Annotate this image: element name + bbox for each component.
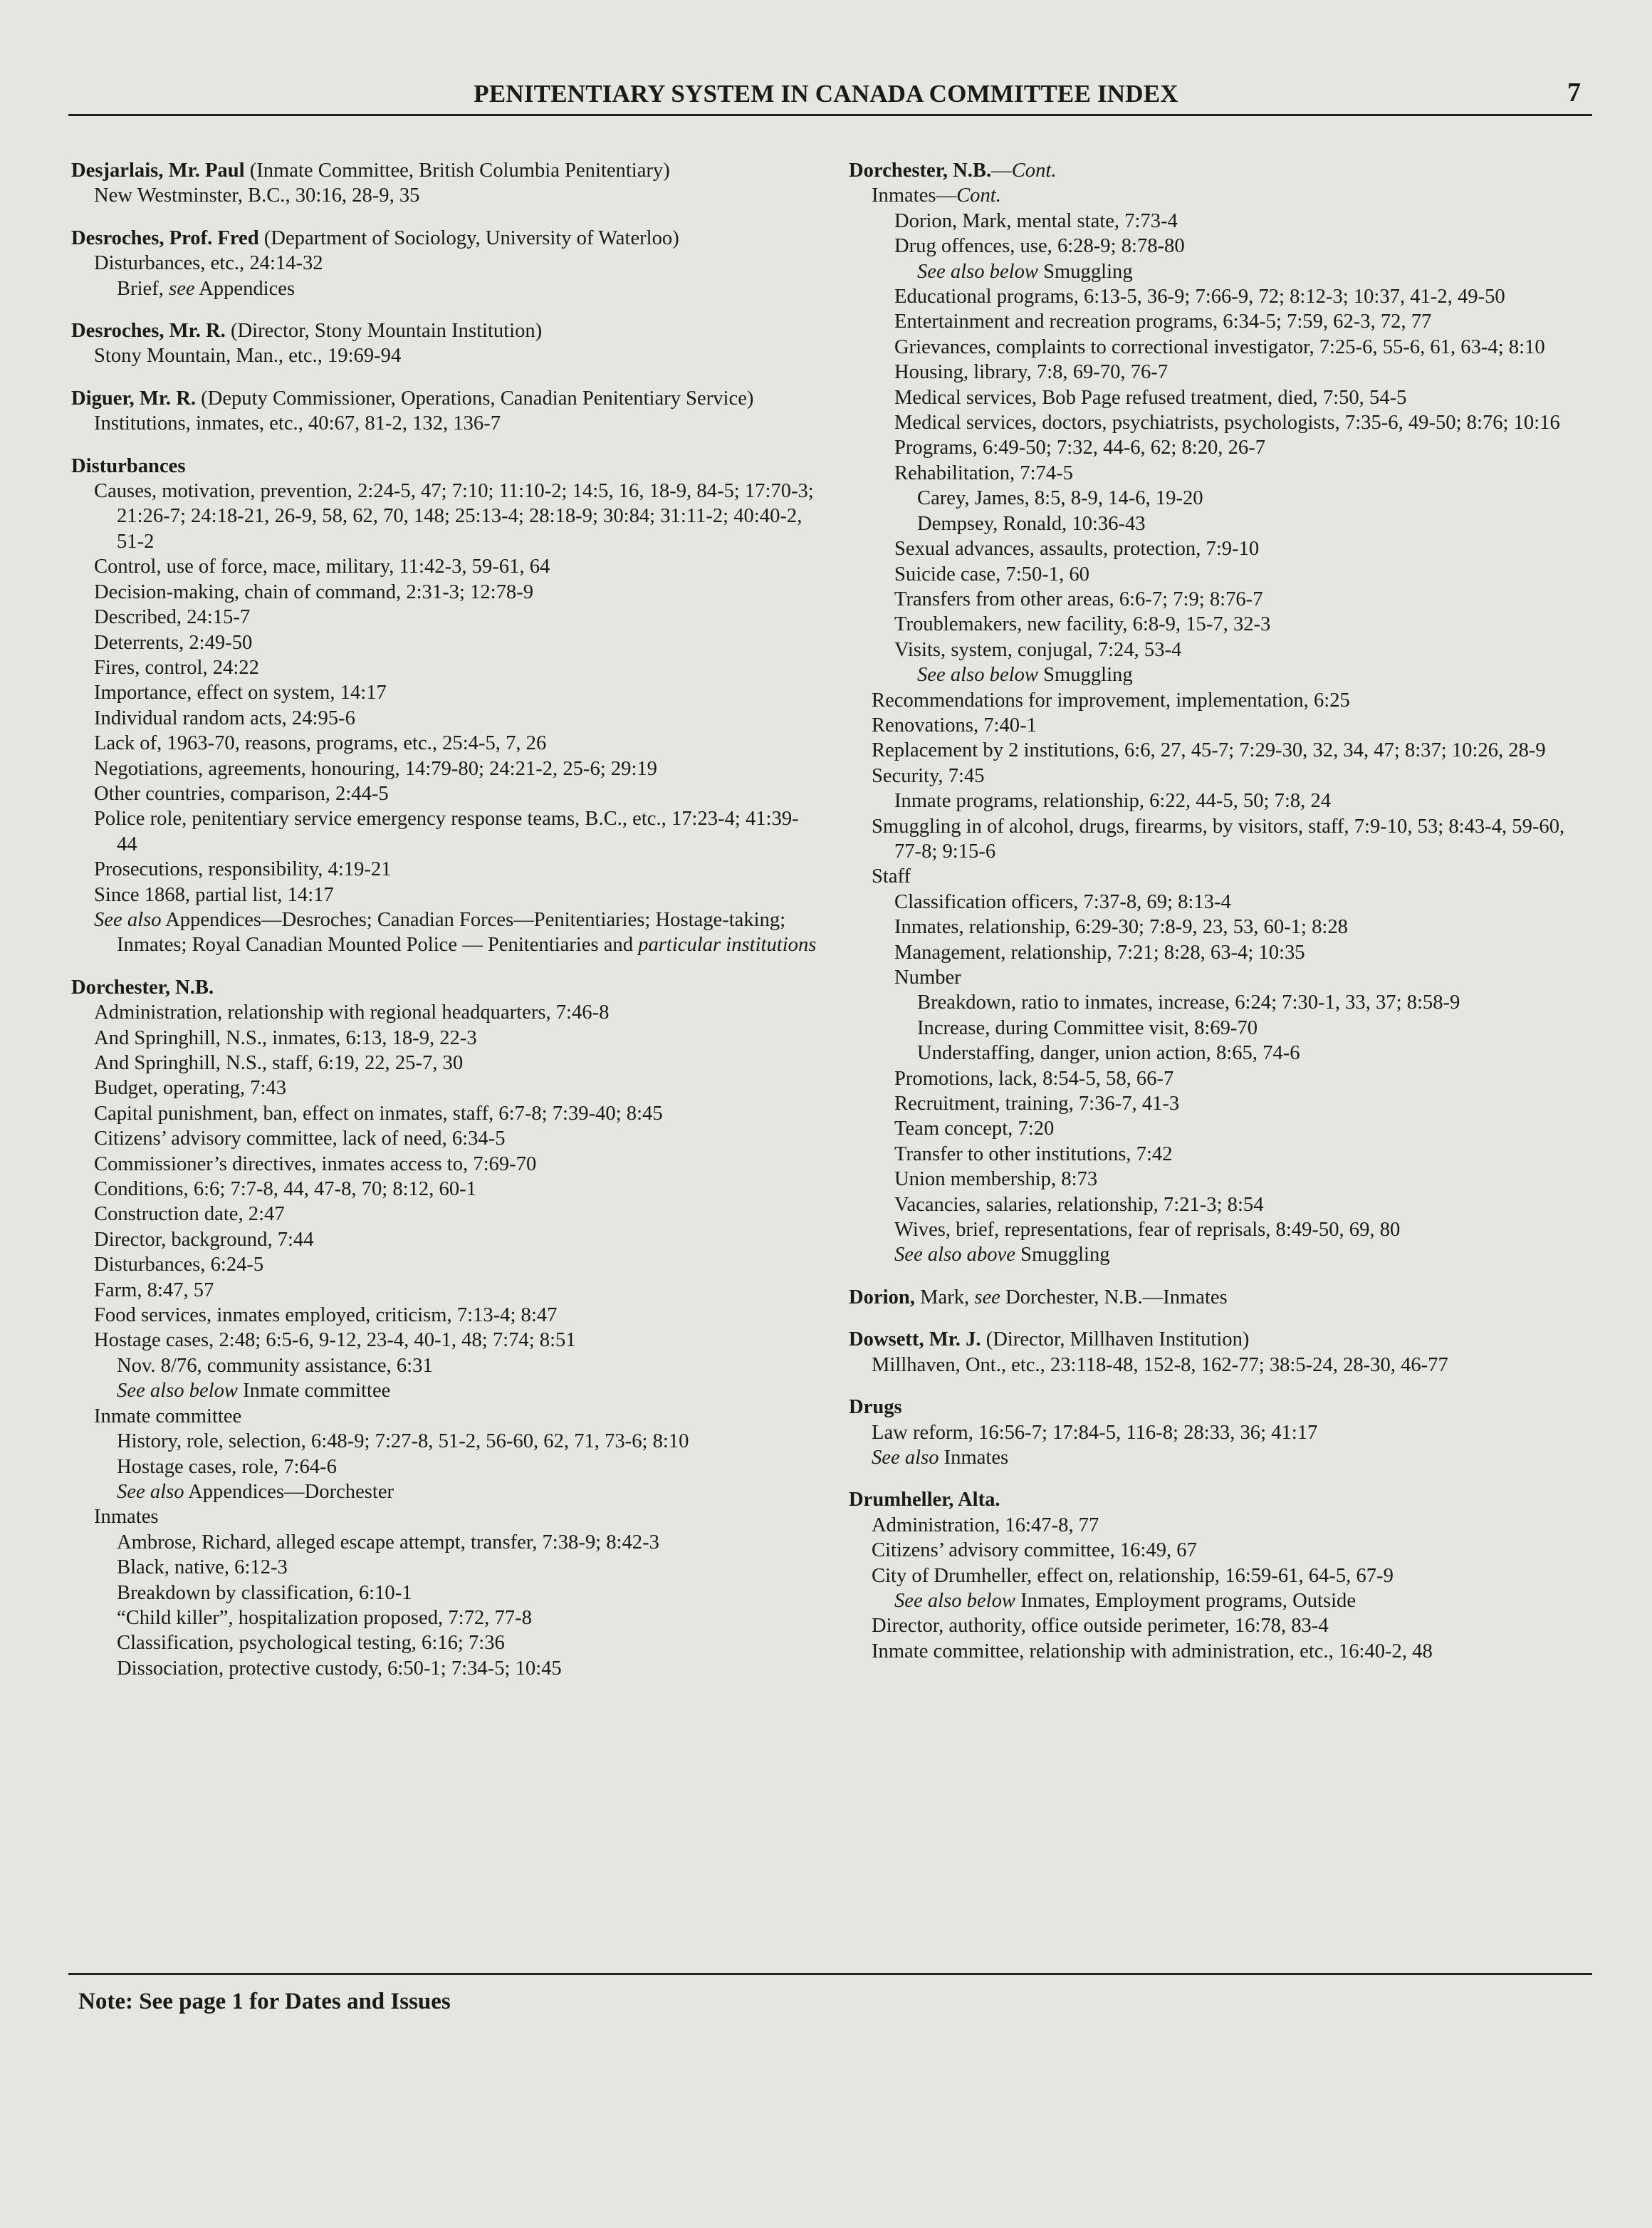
index-subentry: Nov. 8/76, community assistance, 6:31 <box>117 1354 433 1377</box>
footer-note: Note: See page 1 for Dates and Issues <box>78 1989 451 2014</box>
index-entry <box>71 454 819 958</box>
index-subentry: Commissioner’s directives, inmates access to, 7:69-70 <box>94 1152 537 1175</box>
index-entry <box>71 158 819 209</box>
index-subentry: Law reform, 16:56-7; 17:84-5, 116-8; 28:33, 36; 41:17 <box>872 1421 1318 1444</box>
index-subentry: Educational programs, 6:13-5, 36-9; 7:66-9, 72; 8:12-3; 10:37, 41-2, 49-50 <box>894 286 1505 308</box>
index-heading: Drumheller, Alta. <box>849 1489 1000 1511</box>
index-subentry: Team concept, 7:20 <box>894 1118 1055 1140</box>
index-subentry: Conditions, 6:6; 7:7-8, 44, 47-8, 70; 8:12, 60-1 <box>94 1178 476 1201</box>
index-subentry: Importance, effect on system, 14:17 <box>94 682 387 704</box>
index-subentry: Hostage cases, 2:48; 6:5-6, 9-12, 23-4, 40-1, 48; 7:74; 8:51 <box>94 1329 576 1352</box>
running-header: PENITENTIARY SYSTEM IN CANADA COMMITTEE INDEX <box>474 80 1178 108</box>
index-subentry: Union membership, 8:73 <box>894 1168 1098 1191</box>
index-subentry: See also above Smuggling <box>894 1244 1110 1266</box>
index-subentry: Sexual advances, assaults, protection, 7:9-10 <box>894 538 1260 561</box>
index-heading: Disturbances <box>71 454 186 477</box>
index-subentry: Inmate programs, relationship, 6:22, 44-5, 50; 7:8, 24 <box>894 790 1332 813</box>
index-subentry: Fires, control, 24:22 <box>94 656 259 679</box>
index-heading: Diguer, Mr. R. (Deputy Commissioner, Operations, Canadian Penitentiary Service) <box>71 387 754 410</box>
index-subentry: Dempsey, Ronald, 10:36-43 <box>917 512 1146 535</box>
index-subentry: Renovations, 7:40-1 <box>872 714 1037 736</box>
index-subentry: Black, native, 6:12-3 <box>117 1556 288 1579</box>
index-subentry: Increase, during Committee visit, 8:69-70 <box>917 1016 1258 1039</box>
index-subentry: Transfer to other institutions, 7:42 <box>894 1142 1173 1165</box>
index-heading: Dorion, Mark, see Dorchester, N.B.—Inmates <box>849 1286 1228 1308</box>
index-subentry: Staff <box>872 865 911 888</box>
index-subentry: Negotiations, agreements, honouring, 14:79-80; 24:21-2, 25-6; 29:19 <box>94 757 657 780</box>
index-subentry: Described, 24:15-7 <box>94 606 251 629</box>
index-subentry: Brief, see Appendices <box>117 277 296 300</box>
index-subentry: History, role, selection, 6:48-9; 7:27-8, 51-2, 56-60, 62, 71, 73-6; 8:10 <box>117 1430 689 1453</box>
index-subentry: Deterrents, 2:49-50 <box>94 631 253 654</box>
index-subentry: See also Appendices—Desroches; Canadian Forces—Penitentiaries; Hostage-taking; Inmates; Royal Canadian Mounted Police — Penitentiaries and particular institutions <box>94 908 817 957</box>
index-subentry: Inmate committee, relationship with administration, etc., 16:40-2, 48 <box>872 1640 1433 1662</box>
index-subentry: Inmates, relationship, 6:29-30; 7:8-9, 23, 53, 60-1; 8:28 <box>894 916 1348 939</box>
index-subentry: Lack of, 1963-70, reasons, programs, etc., 25:4-5, 7, 26 <box>94 732 547 755</box>
header-rule <box>68 114 1592 116</box>
index-subentry: See also below Inmate committee <box>117 1380 391 1402</box>
index-entry <box>71 226 819 301</box>
index-subentry: Breakdown by classification, 6:10-1 <box>117 1581 412 1604</box>
index-subentry: Troublemakers, new facility, 6:8-9, 15-7, 32-3 <box>894 613 1271 636</box>
index-subentry: Farm, 8:47, 57 <box>94 1279 214 1301</box>
index-subentry: Management, relationship, 7:21; 8:28, 63-4; 10:35 <box>894 941 1305 964</box>
index-subentry: Replacement by 2 institutions, 6:6, 27, 45-7; 7:29-30, 32, 34, 47; 8:37; 10:26, 28-9 <box>872 739 1546 762</box>
index-heading: Dowsett, Mr. J. (Director, Millhaven Institution) <box>849 1328 1250 1351</box>
index-subentry: Causes, motivation, prevention, 2:24-5, 47; 7:10; 11:10-2; 14:5, 16, 18-9, 84-5; 17:70-3; 21:26-7; 24:18-21, 26-9, 58, 62, 70, 148; 25:13-4; 28:18-9; 30:84; 31:11-2; 40:40-2, 51-2 <box>94 480 814 553</box>
index-subentry: Drug offences, use, 6:28-9; 8:78-80 <box>894 235 1185 258</box>
index-subentry: New Westminster, B.C., 30:16, 28-9, 35 <box>94 184 420 207</box>
index-subentry: Classification officers, 7:37-8, 69; 8:13-4 <box>894 890 1231 913</box>
index-entry <box>849 1395 1596 1470</box>
index-entry <box>849 1285 1596 1310</box>
page-number: 7 <box>1567 78 1581 108</box>
index-entry <box>849 158 1596 1268</box>
index-entry <box>849 1487 1596 1664</box>
index-subentry: Citizens’ advisory committee, lack of need, 6:34-5 <box>94 1128 506 1150</box>
index-subentry: Police role, penitentiary service emergency response teams, B.C., etc., 17:23-4; 41:39-44 <box>94 808 799 855</box>
index-subentry: Entertainment and recreation programs, 6:34-5; 7:59, 62-3, 72, 77 <box>894 311 1432 333</box>
index-heading: Dorchester, N.B.—Cont. <box>849 160 1057 182</box>
index-subentry: Since 1868, partial list, 14:17 <box>94 883 334 906</box>
index-subentry: Inmates—Cont. <box>872 184 1001 207</box>
index-subentry: And Springhill, N.S., inmates, 6:13, 18-9, 22-3 <box>94 1026 477 1049</box>
index-subentry: Ambrose, Richard, alleged escape attempt, transfer, 7:38-9; 8:42-3 <box>117 1531 659 1553</box>
index-subentry: See also Appendices—Dorchester <box>117 1480 394 1503</box>
index-subentry: Director, authority, office outside perimeter, 16:78, 83-4 <box>872 1615 1329 1638</box>
index-subentry: See also below Inmates, Employment programs, Outside <box>894 1589 1356 1612</box>
index-subentry: Administration, 16:47-8, 77 <box>872 1514 1099 1536</box>
index-heading: Dorchester, N.B. <box>71 976 214 999</box>
index-subentry: Vacancies, salaries, relationship, 7:21-3; 8:54 <box>894 1193 1264 1216</box>
index-subentry: Food services, inmates employed, criticism, 7:13-4; 8:47 <box>94 1304 558 1327</box>
index-subentry: Recruitment, training, 7:36-7, 41-3 <box>894 1093 1180 1115</box>
index-heading: Desroches, Mr. R. (Director, Stony Mountain Institution) <box>71 320 543 343</box>
index-subentry: Inmate committee <box>94 1405 242 1427</box>
index-subentry: Other countries, comparison, 2:44-5 <box>94 782 389 805</box>
index-subentry: Wives, brief, representations, fear of reprisals, 8:49-50, 69, 80 <box>894 1219 1401 1241</box>
index-subentry: Rehabilitation, 7:74-5 <box>894 462 1073 484</box>
index-subentry: Individual random acts, 24:95-6 <box>94 707 355 729</box>
index-subentry: Institutions, inmates, etc., 40:67, 81-2, 132, 136-7 <box>94 412 501 435</box>
index-subentry: Transfers from other areas, 6:6-7; 7:9; 8:76-7 <box>894 588 1263 610</box>
index-subentry: See also below Smuggling <box>917 664 1133 687</box>
index-subentry: Administration, relationship with regional headquarters, 7:46-8 <box>94 1001 610 1024</box>
index-subentry: Prosecutions, responsibility, 4:19-21 <box>94 858 392 881</box>
index-heading: Drugs <box>849 1396 902 1419</box>
index-subentry: Disturbances, 6:24-5 <box>94 1254 264 1276</box>
index-subentry: Understaffing, danger, union action, 8:65, 74-6 <box>917 1042 1300 1065</box>
index-heading: Desjarlais, Mr. Paul (Inmate Committee, British Columbia Penitentiary) <box>71 160 670 182</box>
index-subentry: Medical services, Bob Page refused treatment, died, 7:50, 54-5 <box>894 386 1407 409</box>
index-subentry: Disturbances, etc., 24:14-32 <box>94 252 323 275</box>
index-subentry: Smuggling in of alcohol, drugs, firearms, by visitors, staff, 7:9-10, 53; 8:43-4, 59-60, 77-8; 9:15-6 <box>872 815 1565 863</box>
index-subentry: Promotions, lack, 8:54-5, 58, 66-7 <box>894 1067 1174 1090</box>
index-subentry: Programs, 6:49-50; 7:32, 44-6, 62; 8:20, 26-7 <box>894 437 1266 459</box>
index-column-left <box>71 158 819 1698</box>
index-subentry: Visits, system, conjugal, 7:24, 53-4 <box>894 638 1182 661</box>
footer-rule <box>68 1973 1592 1975</box>
index-subentry: Housing, library, 7:8, 69-70, 76-7 <box>894 361 1169 384</box>
index-subentry: City of Drumheller, effect on, relationship, 16:59-61, 64-5, 67-9 <box>872 1564 1394 1587</box>
index-subentry: Security, 7:45 <box>872 764 985 787</box>
index-subentry: Grievances, complaints to correctional investigator, 7:25-6, 55-6, 61, 63-4; 8:10 <box>894 335 1545 358</box>
index-subentry: Construction date, 2:47 <box>94 1203 285 1226</box>
index-subentry: Millhaven, Ont., etc., 23:118-48, 152-8, 162-77; 38:5-24, 28-30, 46-77 <box>872 1353 1448 1376</box>
index-subentry: Capital punishment, ban, effect on inmates, staff, 6:7-8; 7:39-40; 8:45 <box>94 1102 663 1125</box>
index-subentry: Classification, psychological testing, 6:16; 7:36 <box>117 1632 505 1655</box>
index-subentry: Breakdown, ratio to inmates, increase, 6:24; 7:30-1, 33, 37; 8:58-9 <box>917 991 1460 1014</box>
index-subentry: Citizens’ advisory committee, 16:49, 67 <box>872 1539 1197 1562</box>
index-subentry: Decision-making, chain of command, 2:31-3; 12:78-9 <box>94 581 534 603</box>
index-subentry: Medical services, doctors, psychiatrists, psychologists, 7:35-6, 49-50; 8:76; 10:16 <box>894 412 1560 434</box>
index-subentry: Director, background, 7:44 <box>94 1228 314 1251</box>
index-subentry: Control, use of force, mace, military, 11:42-3, 59-61, 64 <box>94 556 550 578</box>
index-subentry: “Child killer”, hospitalization proposed, 7:72, 77-8 <box>117 1606 532 1629</box>
index-subentry: Suicide case, 7:50-1, 60 <box>894 563 1089 585</box>
index-column-right <box>849 158 1596 1681</box>
index-subentry: Budget, operating, 7:43 <box>94 1077 287 1100</box>
index-entry <box>71 386 819 437</box>
index-subentry: See also Inmates <box>872 1446 1009 1469</box>
index-subentry: Number <box>894 967 961 989</box>
index-subentry: And Springhill, N.S., staff, 6:19, 22, 25-7, 30 <box>94 1052 464 1074</box>
index-subentry: Dorion, Mark, mental state, 7:73-4 <box>894 209 1178 232</box>
index-entry <box>71 318 819 369</box>
index-heading: Desroches, Prof. Fred (Department of Sociology, University of Waterloo) <box>71 227 679 249</box>
index-subentry: See also below Smuggling <box>917 260 1133 283</box>
index-entry <box>849 1327 1596 1378</box>
index-subentry: Inmates <box>94 1506 159 1529</box>
index-subentry: Dissociation, protective custody, 6:50-1; 7:34-5; 10:45 <box>117 1657 562 1680</box>
index-subentry: Recommendations for improvement, implementation, 6:25 <box>872 689 1350 712</box>
index-subentry: Hostage cases, role, 7:64-6 <box>117 1455 337 1478</box>
index-subentry: Carey, James, 8:5, 8-9, 14-6, 19-20 <box>917 487 1203 510</box>
index-subentry: Stony Mountain, Man., etc., 19:69-94 <box>94 345 402 368</box>
index-entry <box>71 975 819 1681</box>
